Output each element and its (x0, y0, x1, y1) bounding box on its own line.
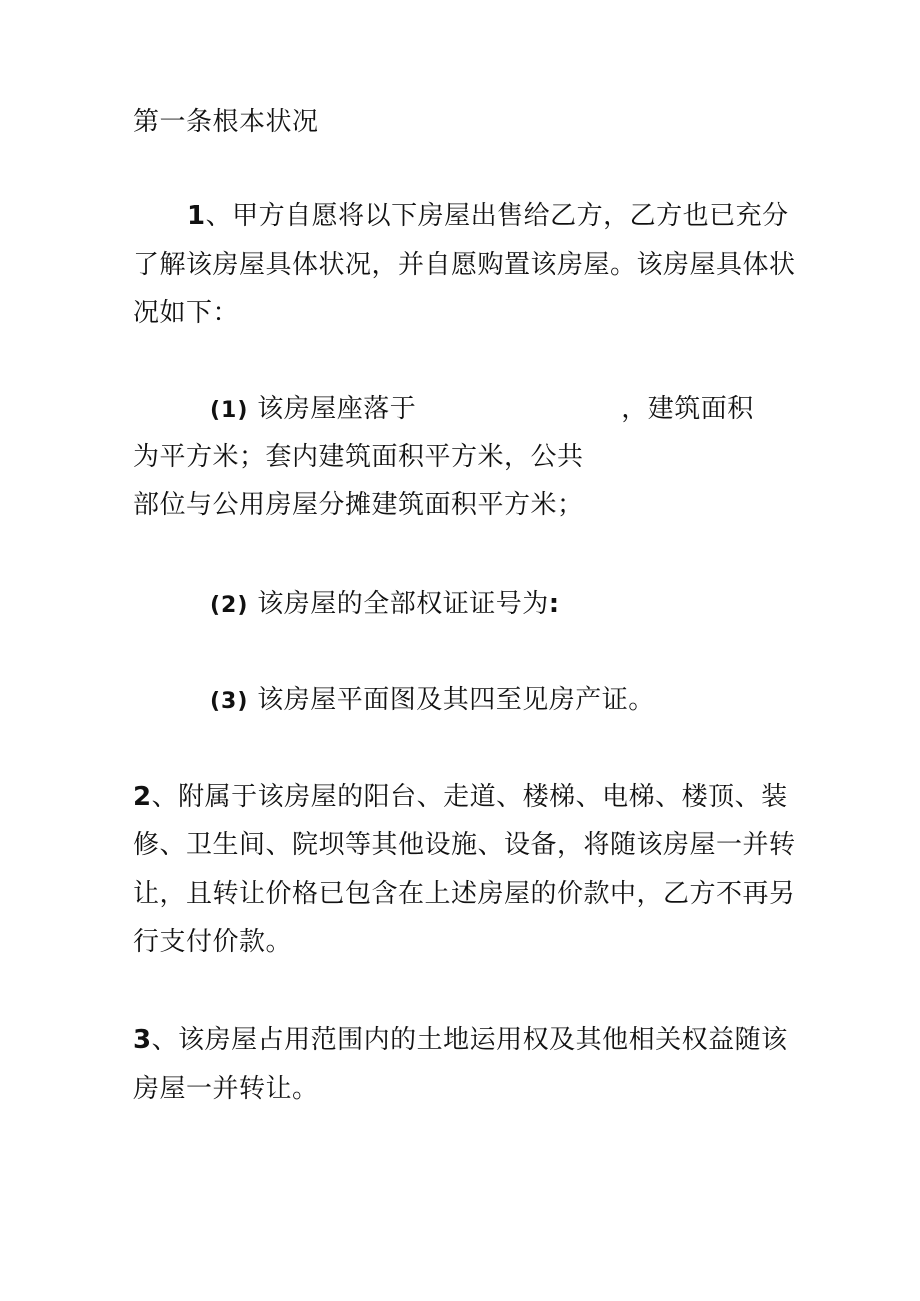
sub1-line3 (133, 490, 584, 520)
item3-text-line1: 、该房屋占用范围内的土地运用权及其他相关权益随该 (151, 1025, 788, 1055)
item2-line4 (133, 927, 292, 957)
sub2-text: 该房屋的全部权证证号为 (257, 589, 549, 619)
item2-text-line4: 行支付价款。 (133, 927, 293, 957)
item2-text-line2: 修、卫生间、院坝等其他设施、设备，将随该房屋一并转 (133, 830, 796, 860)
sub2-number: (2) (210, 593, 249, 618)
item1-text-line3: 况如下： (133, 298, 240, 328)
sub1-text-b: ，建筑面积 (621, 394, 754, 424)
sub1-number: (1) (210, 398, 249, 423)
item1-number: 1 (187, 201, 206, 231)
heading-text: 第一条根本状况 (133, 107, 319, 137)
item3-line2 (133, 1074, 319, 1104)
item3-line1 (133, 1025, 788, 1055)
item2-line1 (133, 782, 788, 812)
section-heading (133, 107, 319, 137)
sub1-text-line3: 部位与公用房屋分摊建筑面积平方米； (133, 490, 584, 520)
item3-number: 3 (133, 1025, 152, 1055)
sub2-colon: : (548, 589, 560, 619)
item1-text-line2: 了解该房屋具体状况，并自愿购置该房屋。该房屋具体状 (133, 250, 796, 280)
sub1-line2 (133, 442, 584, 472)
sub1-text-a: 该房屋座落于 (257, 394, 417, 424)
item1-line2 (133, 250, 796, 280)
item1-text-line1: 、甲方自愿将以下房屋出售给乙方，乙方也已充分 (205, 201, 789, 231)
sub2-line (210, 589, 560, 621)
item2-line3 (133, 879, 796, 909)
item3-text-line2: 房屋一并转让。 (133, 1074, 319, 1104)
item2-line2 (133, 830, 796, 860)
sub3-number: (3) (210, 689, 249, 714)
sub3-text: 该房屋平面图及其四至见房产证。 (257, 685, 655, 715)
sub1-line1 (210, 394, 754, 426)
item1-line1 (187, 201, 789, 231)
item2-text-line1: 、附属于该房屋的阳台、走道、楼梯、电梯、楼顶、装 (151, 782, 788, 812)
item2-number: 2 (133, 782, 152, 812)
sub1-text-line2: 为平方米；套内建筑面积平方米，公共 (133, 442, 584, 472)
item1-line3 (133, 298, 239, 328)
item2-text-line3: 让，且转让价格已包含在上述房屋的价款中，乙方不再另 (133, 879, 796, 909)
sub3-line (210, 685, 655, 717)
